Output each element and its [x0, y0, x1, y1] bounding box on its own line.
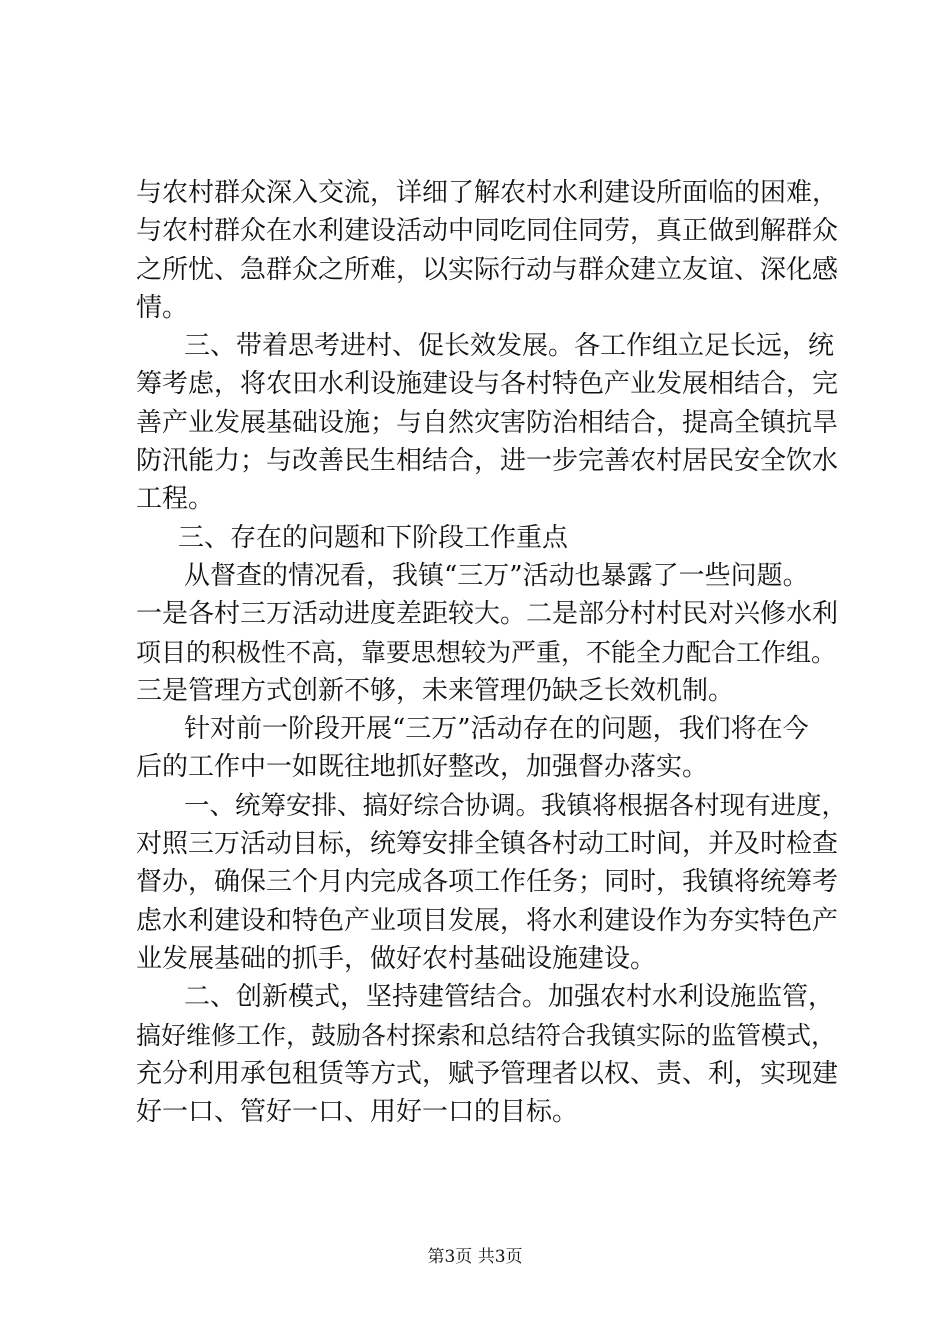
document-line: 对照三万活动目标，统筹安排全镇各村动工时间，并及时检查 — [136, 829, 839, 860]
document-line: 从督查的情况看，我镇“三万”活动也暴露了一些问题。 — [184, 560, 809, 591]
page-footer: 第3页 共3页 — [427, 1247, 523, 1267]
document-line: 工程。 — [136, 484, 215, 515]
document-line: 三、存在的问题和下阶段工作重点 — [178, 522, 569, 553]
document-line: 一是各村三万活动进度差距较大。二是部分村村民对兴修水利 — [136, 599, 839, 630]
document-line: 情。 — [136, 292, 189, 323]
document-line: 虑水利建设和特色产业项目发展，将水利建设作为夯实特色产 — [136, 905, 839, 936]
document-line: 好一口、管好一口、用好一口的目标。 — [136, 1097, 579, 1128]
document-body — [136, 174, 848, 1131]
document-line: 业发展基础的抓手，做好农村基础设施建设。 — [136, 943, 657, 974]
document-line: 一、统筹安排、搞好综合协调。我镇将根据各村现有进度， — [184, 790, 848, 821]
document-line: 督办，确保三个月内完成各项工作任务；同时，我镇将统筹考 — [136, 867, 839, 898]
document-line: 三是管理方式创新不够，未来管理仍缺乏长效机制。 — [136, 675, 735, 706]
document-line: 与农村群众深入交流，详细了解农村水利建设所面临的困难， — [136, 178, 839, 208]
document-line: 之所忧、急群众之所难，以实际行动与群众建立友谊、深化感 — [136, 254, 839, 285]
document-line: 充分利用承包租赁等方式，赋予管理者以权、责、利，实现建 — [136, 1058, 839, 1089]
document-line: 三、带着思考进村、促长效发展。各工作组立足长远，统 — [184, 331, 835, 362]
document-line: 善产业发展基础设施；与自然灾害防治相结合，提高全镇抗旱 — [136, 407, 839, 438]
document-line: 针对前一阶段开展“三万”活动存在的问题，我们将在今 — [184, 714, 809, 745]
document-line: 二、创新模式，坚持建管结合。加强农村水利设施监管， — [184, 982, 835, 1013]
document-line: 后的工作中一如既往地抓好整改，加强督办落实。 — [136, 752, 709, 783]
document-line: 防汛能力；与改善民生相结合，进一步完善农村居民安全饮水 — [136, 446, 839, 477]
document-line: 筹考虑，将农田水利设施建设与各村特色产业发展相结合，完 — [136, 369, 839, 400]
document-line: 与农村群众在水利建设活动中同吃同住同劳，真正做到解群众 — [136, 216, 839, 247]
document-line: 项目的积极性不高，靠要思想较为严重，不能全力配合工作组。 — [136, 637, 837, 667]
document-line: 搞好维修工作，鼓励各村探索和总结符合我镇实际的监管模式， — [136, 1020, 837, 1050]
